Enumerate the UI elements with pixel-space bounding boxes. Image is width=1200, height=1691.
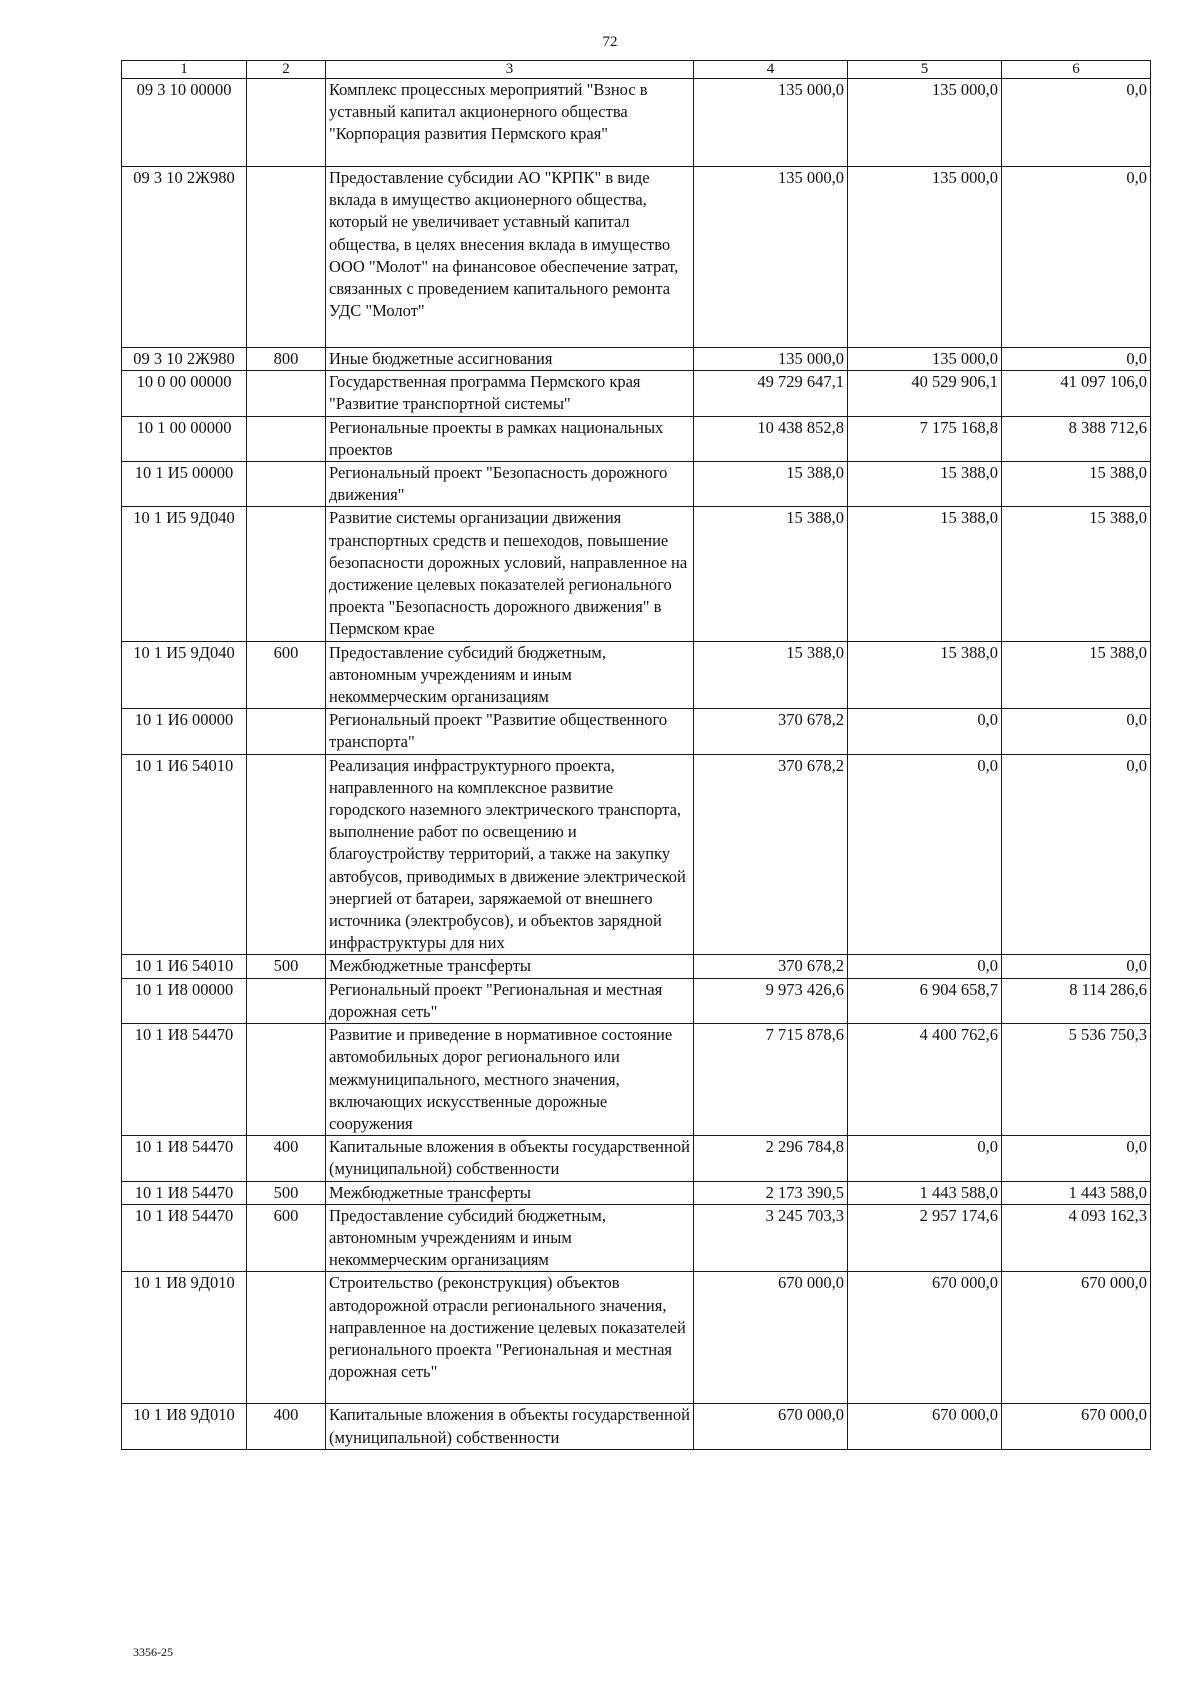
row-code: 10 1 И8 54470 — [122, 1204, 247, 1272]
row-value-year-3: 15 388,0 — [1002, 462, 1151, 507]
row-value-year-2: 6 904 658,7 — [848, 978, 1002, 1023]
row-name: Региональный проект "Региональная и местная дорожная сеть" — [326, 978, 694, 1023]
row-expense-type — [247, 1024, 326, 1136]
row-value-year-2: 0,0 — [848, 754, 1002, 955]
row-value-year-3: 5 536 750,3 — [1002, 1024, 1151, 1136]
row-name: Развитие системы организации движения транспортных средств и пешеходов, повышение безопасности дорожных условий, направленное на достижение целевых показателей регионального проекта "Безопасность дорожного движения" в Пермском крае — [326, 507, 694, 641]
row-code: 10 1 И8 54470 — [122, 1181, 247, 1204]
table-header-row — [122, 61, 1151, 79]
row-value-year-2: 1 443 588,0 — [848, 1181, 1002, 1204]
row-value-year-1: 670 000,0 — [694, 1272, 848, 1404]
row-value-year-3: 15 388,0 — [1002, 507, 1151, 641]
row-value-year-3: 0,0 — [1002, 79, 1151, 167]
row-value-year-2: 7 175 168,8 — [848, 416, 1002, 461]
row-code: 10 1 И8 9Д010 — [122, 1272, 247, 1404]
row-name: Реализация инфраструктурного проекта, направленного на комплексное развитие городского наземного электрического транспорта, выполнение работ по освещению и благоустройству территорий, а также на закупку автобусов, приводимых в движение электрической энергией от батареи, заряжаемой от внешнего источника (электробусов), и объектов зарядной инфраструктуры для них — [326, 754, 694, 955]
row-value-year-1: 15 388,0 — [694, 641, 848, 709]
table-row — [122, 348, 1151, 371]
row-name: Региональный проект "Безопасность дорожного движения" — [326, 462, 694, 507]
row-name: Иные бюджетные ассигнования — [326, 348, 694, 371]
row-expense-type: 400 — [247, 1136, 326, 1181]
header-col-1: 1 — [122, 61, 247, 79]
table-row — [122, 507, 1151, 641]
row-value-year-1: 670 000,0 — [694, 1404, 848, 1449]
row-code: 10 1 И8 54470 — [122, 1136, 247, 1181]
row-name: Развитие и приведение в нормативное состояние автомобильных дорог регионального или межмуниципального, местного значения, включающих искусственные дорожные сооружения — [326, 1024, 694, 1136]
row-value-year-1: 135 000,0 — [694, 167, 848, 348]
row-name: Капитальные вложения в объекты государственной (муниципальной) собственности — [326, 1136, 694, 1181]
header-col-6: 6 — [1002, 61, 1151, 79]
row-value-year-2: 15 388,0 — [848, 507, 1002, 641]
row-value-year-1: 49 729 647,1 — [694, 371, 848, 416]
row-code: 10 1 И8 00000 — [122, 978, 247, 1023]
budget-table — [121, 60, 1151, 1450]
row-name: Предоставление субсидий бюджетным, автономным учреждениям и иным некоммерческим организациям — [326, 641, 694, 709]
row-value-year-3: 0,0 — [1002, 1136, 1151, 1181]
table-row — [122, 167, 1151, 348]
table-row — [122, 1024, 1151, 1136]
row-name: Региональные проекты в рамках национальных проектов — [326, 416, 694, 461]
table-row — [122, 1204, 1151, 1272]
row-expense-type — [247, 371, 326, 416]
row-value-year-1: 370 678,2 — [694, 709, 848, 754]
row-code: 09 3 10 00000 — [122, 79, 247, 167]
table-row — [122, 978, 1151, 1023]
row-expense-type — [247, 416, 326, 461]
header-col-2: 2 — [247, 61, 326, 79]
row-value-year-2: 135 000,0 — [848, 167, 1002, 348]
row-value-year-1: 2 173 390,5 — [694, 1181, 848, 1204]
row-value-year-1: 9 973 426,6 — [694, 978, 848, 1023]
header-col-3: 3 — [326, 61, 694, 79]
row-expense-type — [247, 978, 326, 1023]
row-expense-type — [247, 167, 326, 348]
table-row — [122, 462, 1151, 507]
row-expense-type — [247, 79, 326, 167]
table-row — [122, 641, 1151, 709]
table-row — [122, 416, 1151, 461]
row-code: 10 1 И8 54470 — [122, 1024, 247, 1136]
row-value-year-3: 0,0 — [1002, 348, 1151, 371]
table-row — [122, 371, 1151, 416]
row-expense-type: 400 — [247, 1404, 326, 1449]
row-value-year-1: 135 000,0 — [694, 348, 848, 371]
row-code: 10 1 И5 00000 — [122, 462, 247, 507]
table-row — [122, 754, 1151, 955]
table-row — [122, 1136, 1151, 1181]
row-expense-type: 800 — [247, 348, 326, 371]
row-value-year-3: 8 114 286,6 — [1002, 978, 1151, 1023]
row-value-year-3: 41 097 106,0 — [1002, 371, 1151, 416]
header-col-4: 4 — [694, 61, 848, 79]
row-expense-type: 600 — [247, 1204, 326, 1272]
row-code: 09 3 10 2Ж980 — [122, 348, 247, 371]
row-value-year-3: 4 093 162,3 — [1002, 1204, 1151, 1272]
row-code: 10 1 И6 54010 — [122, 754, 247, 955]
document-registration-code: 3356-25 — [133, 1645, 173, 1659]
row-name: Комплекс процессных мероприятий "Взнос в уставный капитал акционерного общества "Корпорация развития Пермского края" — [326, 79, 694, 167]
row-expense-type: 500 — [247, 955, 326, 978]
row-expense-type — [247, 507, 326, 641]
row-value-year-3: 670 000,0 — [1002, 1404, 1151, 1449]
row-expense-type — [247, 1272, 326, 1404]
row-value-year-2: 670 000,0 — [848, 1404, 1002, 1449]
row-name: Государственная программа Пермского края "Развитие транспортной системы" — [326, 371, 694, 416]
table-row — [122, 709, 1151, 754]
row-value-year-1: 10 438 852,8 — [694, 416, 848, 461]
row-code: 09 3 10 2Ж980 — [122, 167, 247, 348]
row-name: Предоставление субсидий бюджетным, автономным учреждениям и иным некоммерческим организациям — [326, 1204, 694, 1272]
row-value-year-3: 670 000,0 — [1002, 1272, 1151, 1404]
row-value-year-2: 15 388,0 — [848, 641, 1002, 709]
page-number: 72 — [602, 34, 618, 50]
table-row — [122, 1272, 1151, 1404]
row-value-year-2: 0,0 — [848, 709, 1002, 754]
row-value-year-3: 0,0 — [1002, 709, 1151, 754]
row-value-year-1: 15 388,0 — [694, 462, 848, 507]
table-row — [122, 955, 1151, 978]
row-expense-type — [247, 754, 326, 955]
row-value-year-3: 0,0 — [1002, 955, 1151, 978]
row-name: Межбюджетные трансферты — [326, 955, 694, 978]
row-name: Капитальные вложения в объекты государственной (муниципальной) собственности — [326, 1404, 694, 1449]
row-value-year-1: 370 678,2 — [694, 955, 848, 978]
row-value-year-3: 1 443 588,0 — [1002, 1181, 1151, 1204]
row-name: Предоставление субсидии АО "КРПК" в виде вклада в имущество акционерного общества, который не увеличивает уставный капитал общества, в целях внесения вклада в имущество ООО "Молот" на финансовое обеспечение затрат, связанных с проведением капитального ремонта УДС "Молот" — [326, 167, 694, 348]
row-value-year-2: 0,0 — [848, 955, 1002, 978]
row-value-year-1: 135 000,0 — [694, 79, 848, 167]
table-row — [122, 1181, 1151, 1204]
row-value-year-2: 40 529 906,1 — [848, 371, 1002, 416]
row-code: 10 1 И6 00000 — [122, 709, 247, 754]
row-code: 10 1 И6 54010 — [122, 955, 247, 978]
row-expense-type: 600 — [247, 641, 326, 709]
row-code: 10 1 И5 9Д040 — [122, 641, 247, 709]
table-row — [122, 1404, 1151, 1449]
row-code: 10 1 00 00000 — [122, 416, 247, 461]
row-value-year-1: 370 678,2 — [694, 754, 848, 955]
row-code: 10 1 И8 9Д010 — [122, 1404, 247, 1449]
row-value-year-2: 135 000,0 — [848, 348, 1002, 371]
row-value-year-2: 4 400 762,6 — [848, 1024, 1002, 1136]
row-value-year-2: 135 000,0 — [848, 79, 1002, 167]
row-value-year-3: 8 388 712,6 — [1002, 416, 1151, 461]
row-value-year-3: 0,0 — [1002, 754, 1151, 955]
row-expense-type — [247, 709, 326, 754]
row-value-year-2: 670 000,0 — [848, 1272, 1002, 1404]
row-value-year-3: 0,0 — [1002, 167, 1151, 348]
row-value-year-1: 7 715 878,6 — [694, 1024, 848, 1136]
row-name: Региональный проект "Развитие общественного транспорта" — [326, 709, 694, 754]
row-code: 10 1 И5 9Д040 — [122, 507, 247, 641]
header-col-5: 5 — [848, 61, 1002, 79]
row-value-year-3: 15 388,0 — [1002, 641, 1151, 709]
row-value-year-1: 15 388,0 — [694, 507, 848, 641]
row-expense-type: 500 — [247, 1181, 326, 1204]
row-expense-type — [247, 462, 326, 507]
row-value-year-2: 15 388,0 — [848, 462, 1002, 507]
row-name: Межбюджетные трансферты — [326, 1181, 694, 1204]
row-value-year-2: 0,0 — [848, 1136, 1002, 1181]
row-value-year-1: 3 245 703,3 — [694, 1204, 848, 1272]
row-value-year-1: 2 296 784,8 — [694, 1136, 848, 1181]
row-code: 10 0 00 00000 — [122, 371, 247, 416]
row-value-year-2: 2 957 174,6 — [848, 1204, 1002, 1272]
row-name: Строительство (реконструкция) объектов автодорожной отрасли регионального значения, направленное на достижение целевых показателей регионального проекта "Региональная и местная дорожная сеть" — [326, 1272, 694, 1404]
table-row — [122, 79, 1151, 167]
